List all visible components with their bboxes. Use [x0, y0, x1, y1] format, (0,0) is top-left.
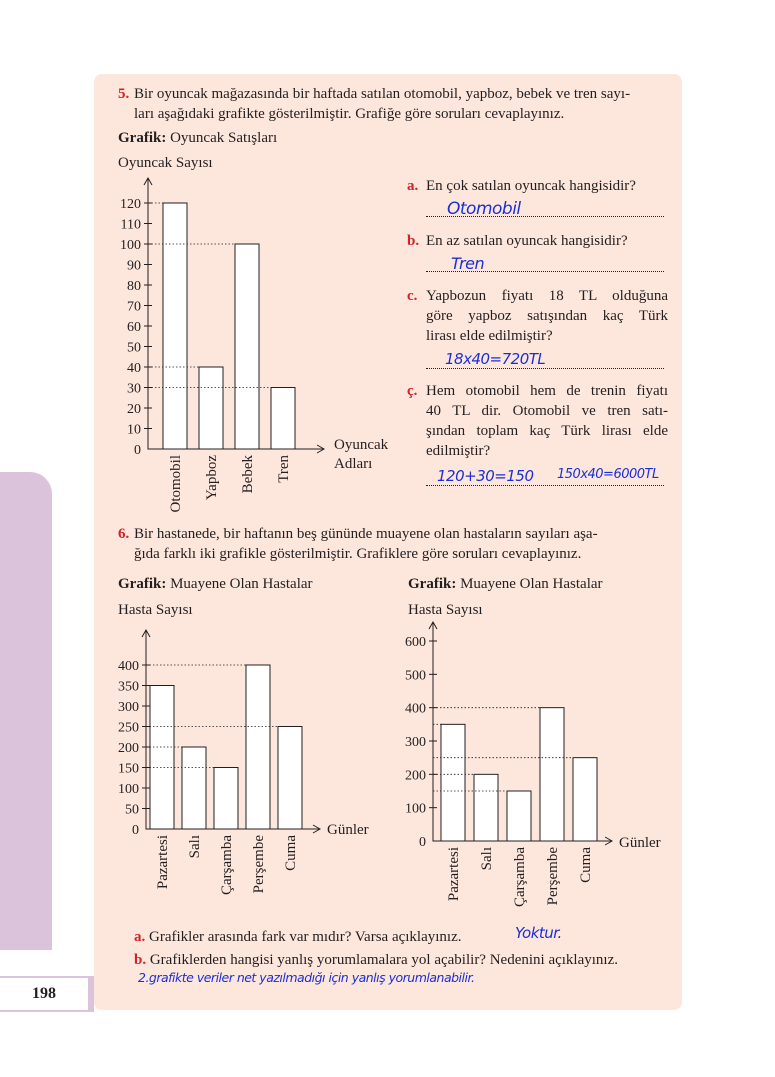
y-tick-label: 120: [120, 197, 141, 212]
x-category-label: Cuma: [578, 847, 594, 883]
q6a-letter: a.: [134, 929, 146, 945]
y-tick-label: 400: [118, 659, 139, 674]
y-tick-label: 70: [127, 299, 141, 315]
x-category-label: Cuma: [283, 835, 299, 871]
q5b-letter: b.: [407, 233, 420, 249]
y-tick-label: 10: [127, 422, 141, 438]
q6-number: 6.: [118, 526, 130, 542]
q5c2-handwritten-answer-a: 120+30=150: [437, 467, 534, 485]
y-tick-label: 50: [125, 802, 139, 818]
x-category-label: Çarşamba: [512, 847, 528, 907]
q5b-handwritten-answer: Tren: [451, 254, 485, 273]
x-axis-title: Adları: [334, 456, 373, 472]
y-tick-label: 400: [405, 701, 426, 717]
bar: [573, 758, 597, 841]
y-tick-label: 200: [405, 768, 426, 784]
q6b-letter: b.: [134, 952, 147, 968]
y-tick-label: 90: [127, 258, 141, 274]
q5c2-question-line4: edilmiştir?: [426, 443, 491, 459]
x-category-label: Salı: [479, 847, 495, 871]
q6a-question: Grafikler arasında fark var mıdır? Varsa açıklayınız.: [149, 929, 462, 945]
q6b-question: Grafiklerden hangisi yanlış yorumlamalara yol açabilir? Nedenini açıklayınız.: [149, 952, 619, 968]
y-tick-label: 30: [127, 381, 141, 397]
x-category-label: Çarşamba: [219, 835, 235, 895]
y-tick-label: 40: [127, 361, 141, 376]
y-tick-label: 200: [118, 741, 139, 756]
q5c-question-line3: lirası elde edilmiştir?: [426, 328, 553, 344]
x-category-label: Pazartesi: [446, 847, 462, 902]
x-category-label: Otomobil: [168, 455, 184, 513]
q6a-handwritten-answer: Yoktur.: [515, 924, 562, 942]
y-axis-title: Hasta Sayısı: [408, 602, 483, 618]
y-tick-label: 600: [405, 635, 426, 650]
y-tick-label: 110: [120, 217, 141, 233]
q6-text-line2: ğıda farklı iki grafikle gösterilmiştir. Grafiklere göre soruları cevaplayınız.: [134, 546, 582, 562]
q5a-handwritten-answer: Otomobil: [447, 199, 521, 219]
q5-chart-title: Oyuncak Satışları: [170, 130, 278, 146]
y-tick-label: 0: [132, 823, 139, 838]
y-tick-label: 250: [118, 720, 139, 736]
q6-chart2-caption-label: Grafik:: [408, 576, 457, 592]
x-axis-title: Günler: [327, 822, 369, 838]
x-category-label: Perşembe: [545, 847, 561, 906]
q6b-handwritten-answer: 2.grafikte veriler net yazılmadığı için yanlış yorumlanabilir.: [138, 970, 475, 985]
q6-chart2-title: Muayene Olan Hastalar: [460, 576, 603, 592]
q5-text-line1: Bir oyuncak mağazasında bir haftada satılan otomobil, yapboz, bebek ve tren sayı-: [134, 86, 631, 102]
q5a-letter: a.: [407, 178, 419, 194]
y-axis-title: Oyuncak Sayısı: [118, 155, 213, 171]
y-tick-label: 100: [405, 801, 426, 817]
x-category-label: Bebek: [240, 455, 256, 494]
q6a-row: [134, 927, 462, 947]
q5c-question-line1: Yapbozun fiyatı 18 TL olduğuna: [426, 288, 668, 304]
q5c2-letter: ç.: [407, 383, 418, 399]
bar: [540, 708, 564, 841]
y-tick-label: 60: [127, 320, 141, 335]
q5c2-question-line1: Hem otomobil hem de trenin fiyatı: [426, 383, 668, 399]
q5-number: 5.: [118, 86, 130, 102]
page-number: 198: [0, 978, 88, 1010]
q6-text-line1: Bir hastanede, bir haftanın beş gününde muayene olan hastaların sayıları aşa-: [134, 526, 598, 542]
y-tick-label: 50: [127, 340, 141, 356]
q5c2-question-line3: şından toplam kaç Türk lirası elde: [426, 423, 668, 439]
bar: [474, 774, 498, 841]
q5c2-handwritten-answer-b: 150x40=6000TL: [557, 467, 659, 482]
x-category-label: Perşembe: [251, 835, 267, 894]
y-tick-label: 100: [118, 782, 139, 797]
x-category-label: Pazartesi: [155, 835, 171, 890]
q5b-question: En az satılan oyuncak hangisidir?: [426, 233, 628, 249]
q5c-letter: c.: [407, 288, 418, 304]
y-tick-label: 80: [127, 279, 141, 294]
q5c2-question-line2: 40 TL dir. Otomobil ve tren satı-: [426, 403, 668, 419]
x-axis-title: Oyuncak: [334, 437, 389, 453]
q5c-handwritten-answer: 18x40=720TL: [445, 350, 546, 368]
q6b-row: [134, 950, 618, 970]
y-tick-label: 300: [118, 700, 139, 715]
y-tick-label: 20: [127, 402, 141, 417]
x-category-label: Salı: [187, 835, 203, 859]
y-tick-label: 500: [405, 668, 426, 684]
y-tick-label: 150: [118, 761, 139, 777]
bar: [441, 724, 465, 841]
q6-chart1-title: Muayene Olan Hastalar: [170, 576, 313, 592]
q5-chart-caption-label: Grafik:: [118, 130, 167, 146]
q5c-question-line2: göre yapboz satışından kaç Türk: [426, 308, 668, 324]
y-tick-label: 300: [405, 735, 426, 750]
x-category-label: Yapboz: [204, 455, 220, 501]
q5a-question: En çok satılan oyuncak hangisidir?: [426, 178, 636, 194]
x-axis-title: Günler: [619, 835, 661, 851]
q6-chart1-caption-label: Grafik:: [118, 576, 167, 592]
y-tick-label: 0: [419, 835, 426, 850]
y-tick-label: 350: [118, 679, 139, 695]
y-tick-label: 100: [120, 238, 141, 253]
bar: [507, 791, 531, 841]
y-tick-label: 0: [134, 443, 141, 458]
x-category-label: Tren: [276, 455, 292, 483]
y-axis-title: Hasta Sayısı: [118, 602, 193, 618]
q5-text-line2: ları aşağıdaki grafikte gösterilmiştir. Grafiğe göre soruları cevaplayınız.: [134, 106, 565, 122]
